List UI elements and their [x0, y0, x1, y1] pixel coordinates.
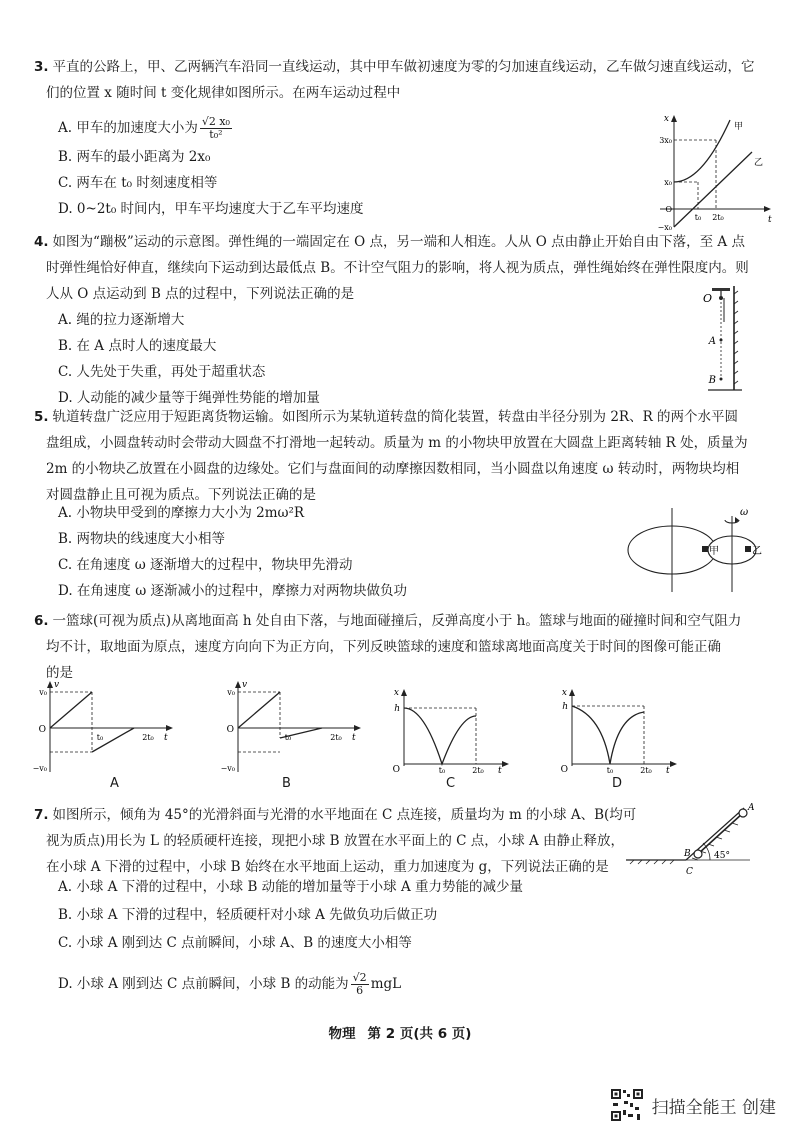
- graph-label: A: [110, 776, 119, 791]
- option-d: D. 小球 A 刚到达 C 点前瞬间，小球 B 的动能为 $\frac{√2}{6}$ mgL: [58, 971, 402, 997]
- graph-c: [386, 686, 516, 774]
- fraction: $\frac{\text{√2 x₀}}{\text{t₀²}}$: [201, 115, 230, 141]
- angle-label: 45°: [714, 851, 730, 861]
- footer-subject: 物理: [328, 1026, 356, 1042]
- option-d: D. 人动能的减少量等于绳弹性势能的增加量: [58, 390, 320, 406]
- tick-label: x₀: [664, 178, 672, 187]
- option-c: C. 小球 A 刚到达 C 点前瞬间，小球 A、B 的速度大小相等: [58, 935, 412, 951]
- question-stem-line: 一篮球(可视为质点)从离地面高 h 处自由下落，与地面碰撞后，反弹高度小于 h。篮球与地面的碰撞时间和空气阻力: [52, 613, 742, 629]
- tick-label: h: [394, 704, 400, 714]
- question-stem-line: 人从 O 点运动到 B 点的过程中，下列说法正确的是: [46, 286, 355, 302]
- question-stem-line: 们的位置 x 随时间 t 变化规律如图所示。在两车运动过程中: [46, 85, 401, 101]
- tick-label: v₀: [227, 688, 235, 697]
- question-7: [34, 802, 637, 880]
- ball-label-a: A: [748, 803, 755, 813]
- scanner-watermark: [610, 1088, 776, 1122]
- tick-label: 2t₀: [472, 766, 484, 774]
- y-axis-label: x: [663, 114, 669, 124]
- option-a: A. 小球 A 下滑的过程中，小球 B 动能的增加量等于小球 A 重力势能的减少量: [58, 879, 523, 895]
- figure-q4-bungee: [698, 282, 748, 394]
- tick-label: 3x₀: [659, 136, 672, 145]
- graph-label: C: [446, 776, 456, 791]
- omega-label: ω: [740, 507, 749, 518]
- option-b: B. 两车的最小距离为 2x₀: [58, 149, 211, 165]
- x-axis-label: t: [352, 733, 356, 743]
- option-a: A. 甲车的加速度大小为 $\frac{\text{√2 x₀}}{\text{t₀²}}$: [58, 115, 230, 141]
- graph-label: D: [612, 776, 623, 791]
- question-stem-line: 轨道转盘广泛应用于短距离货物运输。如图所示为某轨道转盘的简化装置，转盘由半径分别为 2R、R 的两个水平圆: [52, 409, 739, 425]
- question-stem-line: 时弹性绳恰好伸直，继续向下运动到达最低点 B。不计空气阻力的影响，将人视为质点，弹性绳始终在弹性限度内。则: [46, 260, 749, 276]
- question-7-options: [58, 874, 523, 1004]
- block-label-yi: 乙: [752, 546, 762, 557]
- qr-code-icon: [610, 1088, 644, 1122]
- tick-label: t₀: [606, 766, 614, 774]
- graph-a: [30, 678, 180, 774]
- tick-label: t₀: [694, 213, 702, 222]
- y-axis-label: x: [393, 688, 399, 698]
- question-number: 6.: [34, 613, 49, 629]
- question-3-options: [58, 112, 364, 222]
- tick-label: 2t₀: [712, 213, 724, 222]
- origin-label: O: [665, 205, 672, 214]
- figure-q3-position-time: [652, 112, 774, 234]
- option-c: C. 人先处于失重，再处于超重状态: [58, 364, 266, 380]
- figure-q7-incline: [626, 800, 766, 880]
- question-stem-line: 2m 的小物块乙放置在小圆盘的边缘处。它们与盘面间的动摩擦因数相同，当小圆盘以角速度 ω 转动时，两物块均相: [46, 461, 740, 477]
- question-stem-line: 平直的公路上，甲、乙两辆汽车沿同一直线运动，其中甲车做初速度为零的匀加速直线运动，乙车做匀速直线运动，它: [52, 59, 755, 75]
- option-b: B. 两物块的线速度大小相等: [58, 531, 226, 547]
- graph-b: [218, 678, 368, 774]
- question-number: 5.: [34, 409, 49, 425]
- curve-label-yi: 乙: [754, 158, 764, 168]
- tick-label: 2t₀: [330, 733, 342, 742]
- question-stem-line: 如图所示，倾角为 45°的光滑斜面与光滑的水平地面在 C 点连接，质量均为 m 的小球 A、B(均可: [52, 807, 637, 823]
- graph-label: B: [282, 776, 291, 791]
- question-number: 3.: [34, 59, 49, 75]
- y-axis-label: v: [54, 680, 60, 690]
- question-number: 4.: [34, 234, 49, 250]
- question-6: [34, 608, 778, 686]
- point-label-a: A: [708, 336, 716, 347]
- question-4: [34, 229, 778, 307]
- footer-page-number: 第 2 页(共 6 页): [367, 1026, 472, 1042]
- y-axis-label: x: [561, 688, 567, 698]
- tick-label: 2t₀: [640, 766, 652, 774]
- fraction: $\frac{√2}{6}$: [352, 971, 367, 997]
- origin-label: O: [38, 725, 46, 735]
- option-b: B. 小球 A 下滑的过程中，轻质硬杆对小球 A 先做负功后做正功: [58, 907, 438, 923]
- figure-q5-turntable: [622, 502, 772, 598]
- x-axis-label: t: [164, 733, 168, 743]
- origin-label: O: [560, 765, 568, 774]
- option-d: D. 在角速度 ω 逐渐减小的过程中，摩擦力对两物块做负功: [58, 583, 408, 599]
- block-label-jia: 甲: [709, 546, 719, 557]
- option-b: B. 在 A 点时人的速度最大: [58, 338, 217, 354]
- tick-label: 2t₀: [142, 733, 154, 742]
- curve-label-jia: 甲: [734, 122, 744, 132]
- option-c: C. 在角速度 ω 逐渐增大的过程中，物块甲先滑动: [58, 557, 353, 573]
- tick-label: t₀: [438, 766, 446, 774]
- question-stem-line: 盘组成，小圆盘转动时会带动大圆盘不打滑地一起转动。质量为 m 的小物块甲放置在大圆盘上距离转轴 R 处，质量为: [46, 435, 748, 451]
- question-5: [34, 404, 778, 508]
- question-stem-line: 均不计，取地面为原点，速度方向向下为正方向，下列反映篮球的速度和篮球离地面高度关于时间的图像可能正确: [46, 639, 721, 655]
- question-number: 7.: [34, 807, 49, 823]
- origin-label: O: [392, 765, 400, 774]
- question-stem-line: 视为质点)用长为 L 的轻质硬杆连接，现把小球 B 放置在水平面上的 C 点，小球 A 由静止释放，: [46, 833, 625, 849]
- y-axis-label: v: [242, 680, 248, 690]
- point-label-b: B: [708, 375, 716, 386]
- question-stem-line: 在小球 A 下滑的过程中，小球 B 始终在水平地面上运动，重力加速度为 g，下列说法正确的是: [46, 859, 609, 875]
- graph-d: [554, 686, 684, 774]
- option-c: C. 两车在 t₀ 时刻速度相等: [58, 175, 218, 191]
- question-3: [34, 54, 774, 106]
- tick-label: t₀: [284, 733, 292, 742]
- option-d: D. 0~2t₀ 时间内，甲车平均速度大于乙车平均速度: [58, 201, 364, 217]
- page-footer: [0, 1022, 800, 1042]
- x-axis-label: t: [498, 766, 502, 774]
- watermark-text: 扫描全能王 创建: [651, 1097, 776, 1118]
- tick-label: −x₀: [657, 223, 672, 232]
- tick-label: t₀: [96, 733, 104, 742]
- tick-label: −v₀: [32, 764, 47, 773]
- question-stem-line: 的是: [46, 665, 73, 681]
- tick-label: v₀: [39, 688, 47, 697]
- question-4-options: [58, 307, 320, 411]
- option-a: A. 绳的拉力逐渐增大: [58, 312, 185, 328]
- x-axis-label: t: [768, 215, 772, 225]
- point-label-c: C: [686, 867, 693, 877]
- point-label-o: O: [702, 292, 712, 305]
- ball-label-b: B: [684, 849, 691, 859]
- option-a: A. 小物块甲受到的摩擦力大小为 2mω²R: [58, 505, 305, 521]
- question-5-options: [58, 500, 407, 604]
- x-axis-label: t: [666, 766, 670, 774]
- question-stem-line: 对圆盘静止且可视为质点。下列说法正确的是: [46, 487, 316, 503]
- origin-label: O: [226, 725, 234, 735]
- question-stem-line: 如图为“蹦极”运动的示意图。弹性绳的一端固定在 O 点，另一端和人相连。人从 O 点由静止开始自由下落，至 A 点: [52, 234, 745, 250]
- tick-label: −v₀: [220, 764, 235, 773]
- tick-label: h: [562, 702, 568, 712]
